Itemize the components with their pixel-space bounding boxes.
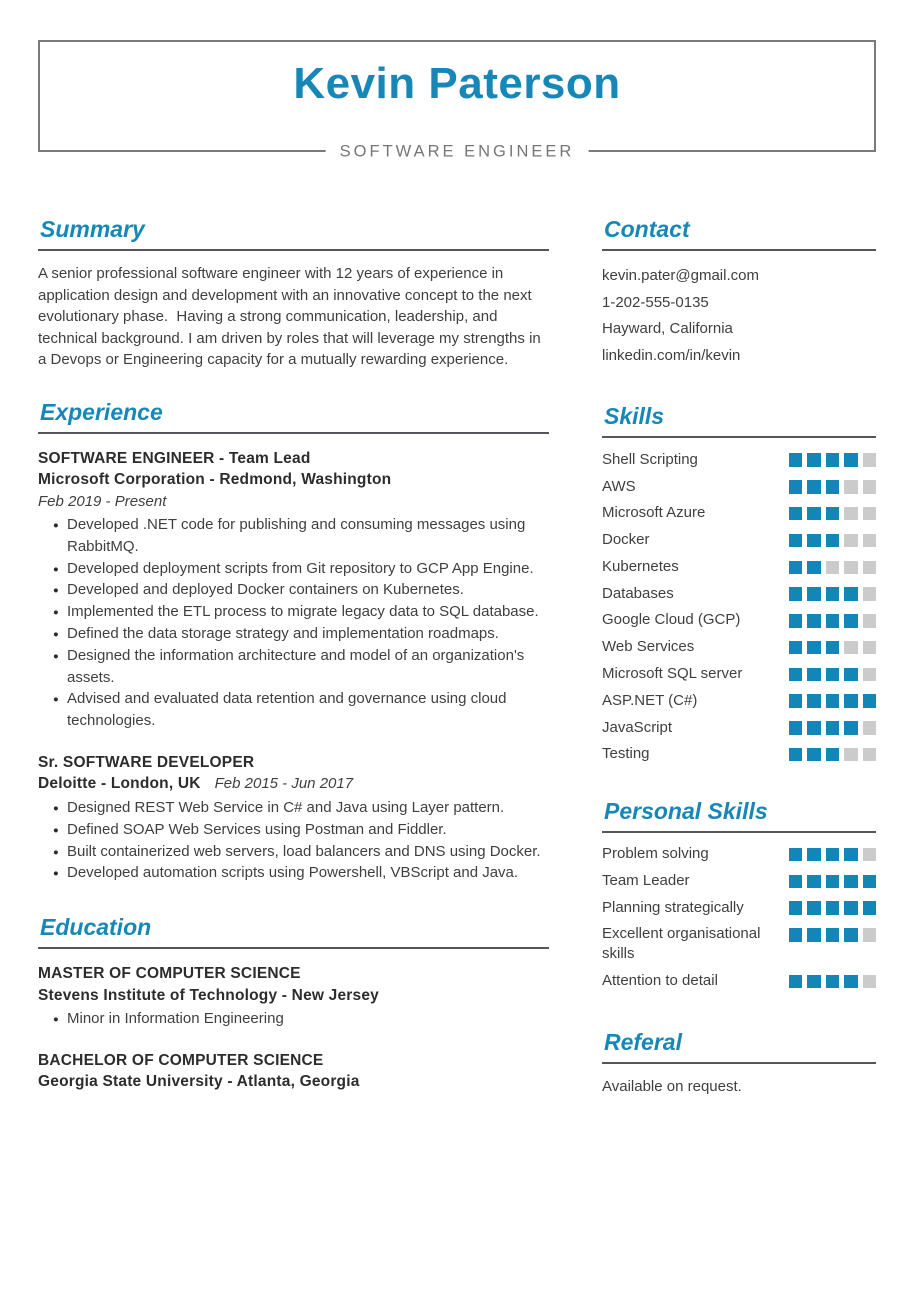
rating-square-filled: [826, 748, 840, 762]
rating-square-filled: [844, 453, 858, 467]
rating-square-empty: [844, 480, 858, 494]
rating-square-empty: [826, 561, 840, 575]
skill-name: Microsoft Azure: [602, 504, 706, 522]
school: Stevens Institute of Technology - New Jersey: [38, 986, 379, 1004]
skill-rating: [789, 748, 877, 762]
rating-square-filled: [807, 975, 821, 989]
rating-square-filled: [826, 534, 840, 548]
rating-square-filled: [789, 641, 803, 655]
rating-square-filled: [807, 694, 821, 708]
rating-square-filled: [789, 534, 803, 548]
rating-square-filled: [807, 875, 821, 889]
rating-square-filled: [789, 748, 803, 762]
rating-square-empty: [844, 507, 858, 521]
header-box: [38, 40, 876, 161]
degree: BACHELOR OF COMPUTER SCIENCE: [38, 1051, 324, 1069]
rating-square-filled: [789, 928, 803, 942]
contact-email: kevin.pater@gmail.com: [602, 267, 759, 284]
rating-square-filled: [807, 507, 821, 521]
rating-square-filled: [789, 480, 803, 494]
skill-rating: [789, 561, 877, 575]
experience-heading: Experience: [38, 399, 549, 434]
rating-square-empty: [863, 748, 877, 762]
summary-text: A senior professional software engineer with 12 years of experience in application design and development with an innovative concept to the next evolutionary phase. Having a strong communication, leadership, and technical background. I am driven by roles that will leverage my strengths in a Devops or Engineering capacity for a mutually rewarding experience.: [38, 265, 545, 368]
skill-name: Kubernetes: [602, 557, 679, 575]
job-bullet: ● Designed REST Web Service in C# and Java using Layer pattern.: [55, 797, 549, 819]
job-dates: Feb 2019 - Present: [38, 492, 167, 510]
rating-square-filled: [826, 975, 840, 989]
skill-name: Databases: [602, 584, 674, 602]
skill-name: JavaScript: [602, 718, 673, 736]
contact-linkedin: linkedin.com/in/kevin: [602, 346, 741, 364]
skill-row: [602, 714, 876, 741]
rating-square-filled: [826, 875, 840, 889]
contact-list: [602, 263, 876, 369]
rating-square-filled: [789, 587, 803, 601]
skill-name: Shell Scripting: [602, 450, 698, 468]
rating-square-filled: [844, 875, 858, 889]
experience-job: [38, 752, 549, 884]
rating-square-filled: [826, 694, 840, 708]
job-bullet: ● Defined the data storage strategy and implementation roadmaps.: [55, 623, 549, 645]
skill-row: [602, 661, 876, 688]
skill-row: [602, 968, 876, 995]
job-title-banner: SOFTWARE ENGINEER: [326, 143, 589, 162]
job-bullet: ● Developed and deployed Docker containers on Kubernetes.: [55, 579, 549, 601]
skill-row: [602, 500, 876, 527]
rating-square-filled: [844, 928, 858, 942]
rating-square-filled: [807, 721, 821, 735]
skill-name: Excellent organisational skills: [602, 925, 761, 963]
skill-rating: [789, 848, 877, 862]
skill-row: [602, 580, 876, 607]
contact-section: [602, 216, 876, 369]
experience-job: [38, 448, 549, 732]
skill-rating: [789, 641, 877, 655]
rating-square-empty: [863, 668, 877, 682]
rating-square-filled: [807, 668, 821, 682]
skill-rating: [789, 721, 877, 735]
rating-square-filled: [789, 694, 803, 708]
skill-name: Team Leader: [602, 871, 690, 889]
skill-rating: [789, 975, 877, 989]
rating-square-empty: [863, 641, 877, 655]
rating-square-filled: [807, 641, 821, 655]
rating-square-filled: [826, 587, 840, 601]
job-bullet: ● Built containerized web servers, load balancers and DNS using Docker.: [55, 841, 549, 863]
rating-square-empty: [863, 614, 877, 628]
rating-square-filled: [789, 453, 803, 467]
rating-square-filled: [844, 975, 858, 989]
referral-text: Available on request.: [602, 1077, 742, 1095]
summary-section: [38, 216, 549, 371]
rating-square-filled: [844, 587, 858, 601]
rating-square-filled: [807, 587, 821, 601]
referral-heading: Referal: [602, 1029, 876, 1064]
education-bullet-list: [38, 1008, 549, 1030]
rating-square-filled: [826, 668, 840, 682]
skill-row: [602, 921, 876, 968]
rating-square-filled: [807, 901, 821, 915]
rating-square-empty: [863, 721, 877, 735]
personal-skills-list: [602, 841, 876, 995]
rating-square-filled: [844, 848, 858, 862]
skill-row: [602, 894, 876, 921]
skill-row: [602, 554, 876, 581]
experience-section: [38, 399, 549, 885]
job-bullet: ● Developed .NET code for publishing and consuming messages using RabbitMQ.: [55, 514, 549, 558]
job-company-line: [38, 773, 549, 795]
rating-square-filled: [789, 614, 803, 628]
summary-heading: Summary: [38, 216, 549, 251]
skill-name: AWS: [602, 477, 636, 495]
skill-row: [602, 446, 876, 473]
skill-rating: [789, 928, 877, 942]
job-company: Deloitte - London, UK: [38, 775, 201, 793]
rating-square-empty: [863, 975, 877, 989]
skill-rating: [789, 534, 877, 548]
rating-square-filled: [863, 875, 877, 889]
skills-list: [602, 446, 876, 767]
skill-name: Microsoft SQL server: [602, 665, 743, 683]
rating-square-filled: [826, 507, 840, 521]
rating-square-empty: [863, 453, 877, 467]
rating-square-empty: [863, 507, 877, 521]
skill-rating: [789, 694, 877, 708]
skill-row: [602, 607, 876, 634]
job-bullet: ● Developed deployment scripts from Git repository to GCP App Engine.: [55, 558, 549, 580]
skill-name: Problem solving: [602, 845, 709, 863]
rating-square-empty: [863, 534, 877, 548]
skill-row: [602, 634, 876, 661]
rating-square-filled: [844, 721, 858, 735]
skill-row: [602, 741, 876, 768]
rating-square-empty: [844, 641, 858, 655]
rating-square-empty: [863, 848, 877, 862]
rating-square-empty: [844, 534, 858, 548]
referral-section: [602, 1029, 876, 1098]
job-bullet: ● Designed the information architecture and model of an organization's assets.: [55, 645, 549, 689]
skill-name: Google Cloud (GCP): [602, 611, 741, 629]
skill-name: Testing: [602, 745, 650, 763]
personal-skills-heading: Personal Skills: [602, 798, 876, 833]
education-entry: [38, 1050, 549, 1093]
job-bullet: ● Defined SOAP Web Services using Postman and Fiddler.: [55, 819, 549, 841]
rating-square-empty: [863, 480, 877, 494]
skill-name: Docker: [602, 531, 650, 549]
rating-square-filled: [789, 507, 803, 521]
school: Georgia State University - Atlanta, Georgia: [38, 1073, 360, 1091]
rating-square-filled: [789, 721, 803, 735]
rating-square-filled: [844, 668, 858, 682]
rating-square-filled: [789, 875, 803, 889]
skill-rating: [789, 901, 877, 915]
skill-rating: [789, 507, 877, 521]
skill-row: [602, 868, 876, 895]
education-section: [38, 914, 549, 1093]
skill-rating: [789, 453, 877, 467]
rating-square-filled: [844, 901, 858, 915]
rating-square-filled: [807, 480, 821, 494]
left-column: [38, 216, 549, 1093]
skill-rating: [789, 614, 877, 628]
rating-square-filled: [789, 901, 803, 915]
job-bullet-list: [38, 797, 549, 884]
job-bullet-list: [38, 514, 549, 732]
rating-square-filled: [844, 694, 858, 708]
contact-heading: Contact: [602, 216, 876, 251]
rating-square-empty: [844, 561, 858, 575]
rating-square-empty: [863, 587, 877, 601]
rating-square-filled: [826, 901, 840, 915]
rating-square-filled: [863, 901, 877, 915]
rating-square-filled: [826, 614, 840, 628]
skill-row: [602, 841, 876, 868]
rating-square-empty: [863, 928, 877, 942]
skill-name: ASP.NET (C#): [602, 691, 698, 709]
education-heading: Education: [38, 914, 549, 949]
education-entry: [38, 963, 549, 1030]
rating-square-filled: [789, 668, 803, 682]
skill-name: Planning strategically: [602, 898, 744, 916]
rating-square-filled: [807, 561, 821, 575]
rating-square-filled: [807, 848, 821, 862]
rating-square-filled: [826, 721, 840, 735]
rating-square-filled: [826, 848, 840, 862]
rating-square-filled: [826, 641, 840, 655]
job-company: Microsoft Corporation - Redmond, Washington: [38, 471, 392, 488]
rating-square-filled: [807, 928, 821, 942]
education-bullet: ● Minor in Information Engineering: [55, 1008, 549, 1030]
rating-square-filled: [807, 453, 821, 467]
rating-square-filled: [807, 614, 821, 628]
skill-rating: [789, 668, 877, 682]
job-dates: Feb 2015 - Jun 2017: [214, 775, 354, 793]
job-title: Sr. SOFTWARE DEVELOPER: [38, 753, 255, 771]
degree: MASTER OF COMPUTER SCIENCE: [38, 965, 301, 983]
rating-square-filled: [789, 561, 803, 575]
skill-row: [602, 527, 876, 554]
skill-row: [602, 687, 876, 714]
skill-name: Attention to detail: [602, 972, 718, 990]
skill-row: [602, 473, 876, 500]
rating-square-filled: [863, 694, 877, 708]
job-bullet: ● Implemented the ETL process to migrate legacy data to SQL database.: [55, 601, 549, 623]
rating-square-empty: [863, 561, 877, 575]
job-bullet: ● Developed automation scripts using Powershell, VBScript and Java.: [55, 862, 549, 884]
rating-square-filled: [844, 614, 858, 628]
rating-square-empty: [844, 748, 858, 762]
rating-square-filled: [789, 848, 803, 862]
rating-square-filled: [826, 453, 840, 467]
right-column: [602, 216, 876, 1097]
contact-location: Hayward, California: [602, 320, 733, 338]
rating-square-filled: [826, 480, 840, 494]
skill-rating: [789, 480, 877, 494]
skill-name: Web Services: [602, 638, 695, 656]
personal-skills-section: [602, 798, 876, 995]
rating-square-filled: [789, 975, 803, 989]
skill-rating: [789, 875, 877, 889]
job-bullet: ● Advised and evaluated data retention and governance using cloud technologies.: [55, 688, 549, 732]
skill-rating: [789, 587, 877, 601]
skills-heading: Skills: [602, 403, 876, 438]
rating-square-filled: [807, 748, 821, 762]
rating-square-filled: [826, 928, 840, 942]
person-name: Kevin Paterson: [293, 59, 621, 108]
job-title: SOFTWARE ENGINEER - Team Lead: [38, 449, 311, 467]
contact-phone: 1-202-555-0135: [602, 293, 709, 311]
rating-square-filled: [807, 534, 821, 548]
skills-section: [602, 403, 876, 767]
